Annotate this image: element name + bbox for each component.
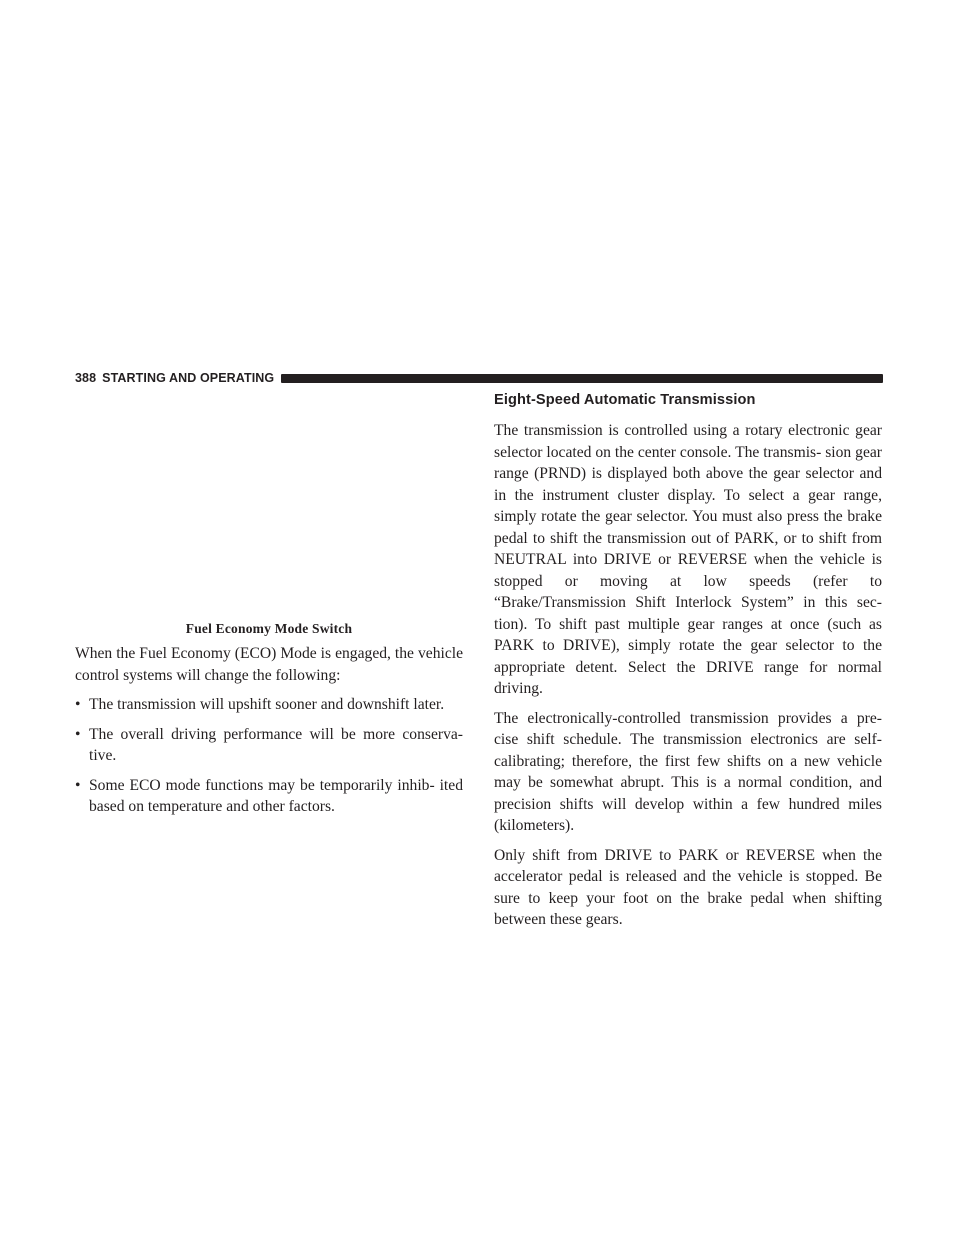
eco-effects-list — [75, 694, 463, 826]
section-heading: Eight-Speed Automatic Transmission — [494, 392, 756, 408]
bullet-dot-icon: • — [75, 776, 81, 794]
list-item-text: The overall driving performance will be more conserva- tive. — [89, 725, 463, 764]
eco-mode-intro: When the Fuel Economy (ECO) Mode is engaged, the vehicle control systems will change the following: — [75, 645, 463, 684]
list-item — [75, 694, 463, 716]
figure-image-area — [75, 385, 463, 617]
left-column — [75, 385, 463, 845]
right-column — [494, 390, 882, 939]
list-item — [75, 724, 463, 767]
transmission-paragraph-3: Only shift from DRIVE to PARK or REVERSE when the accelerator pedal is released and the vehicle is stopped. Be sure to keep your foot on the brake pedal when shifting between these gears. — [494, 846, 882, 928]
bullet-dot-icon: • — [75, 696, 81, 713]
list-item-text: Some ECO mode functions may be temporarily inhib- ited based on temperature and other factors. — [89, 776, 463, 815]
transmission-paragraph-2: The electronically-controlled transmission provides a pre- cise shift schedule. The transmission electronics are self- calibrating; therefore, the first few shifts on a new vehicle may be somewhat abrupt. This is a normal condition, and precision shifts will develop within a few hundred miles (kilometers). — [494, 709, 882, 834]
page-header — [75, 370, 883, 386]
list-item — [75, 775, 463, 818]
bullet-dot-icon: • — [75, 725, 81, 743]
list-item-text: The transmission will upshift sooner and downshift later. — [89, 696, 445, 713]
page-number: 388 — [75, 371, 97, 385]
transmission-paragraph-1: The transmission is controlled using a rotary electronic gear selector located on the center console. The transmis- sion gear range (PRND) is displayed both above the gear selector and in the instrument cluster display. To select a gear range, simply rotate the gear selector. You must also press the brake pedal to shift the transmission out of PARK, or to shift from NEUTRAL into DRIVE or REVERSE when the vehicle is stopped or moving at low speeds (refer to “Brake/Transmission Shift Interlock System” in this sec- tion). To shift past multiple gear ranges at once (such as PARK to DRIVE), simply rotate the gear selector to the appropriate detent. Select the DRIVE range for normal driving. — [494, 422, 882, 697]
section-title: STARTING AND OPERATING — [102, 371, 275, 385]
figure-caption: Fuel Economy Mode Switch — [185, 621, 353, 636]
header-rule — [281, 374, 883, 383]
